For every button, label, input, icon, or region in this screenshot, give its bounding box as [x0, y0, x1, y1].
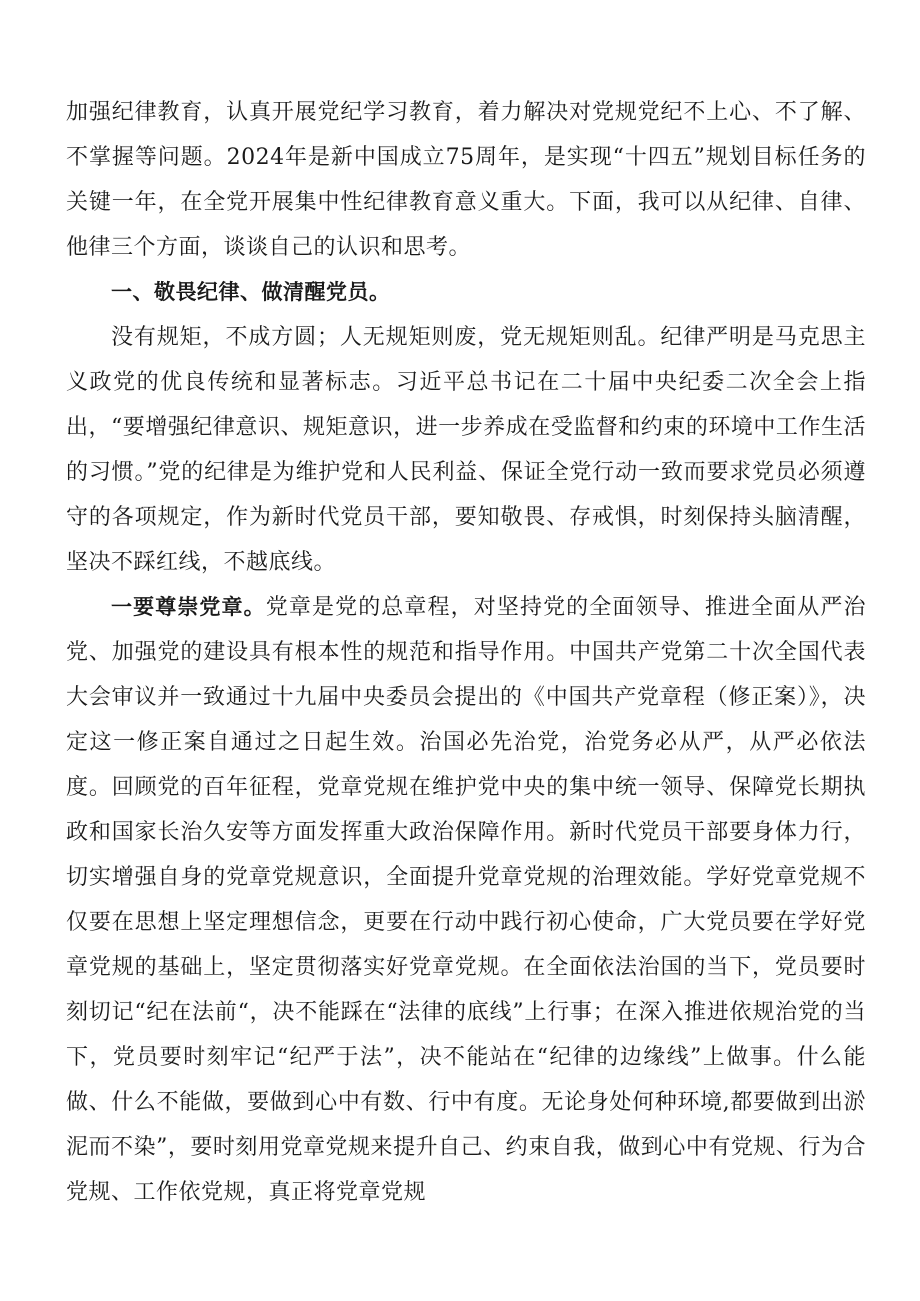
- point-paragraph: [66, 585, 866, 1215]
- section-heading: 一、敬畏纪律、做清醒党员。: [111, 280, 391, 304]
- point-body: 党章是党的总章程，对坚持党的全面领导、推进全面从严治党、加强党的建设具有根本性的规范和指导作用。中国共产党第二十次全国代表大会审议并一致通过十九届中央委员会提出的《中国共产党章程（修正案）》，决定这一修正案自通过之日起生效。治国必先治党，治党务必从严，从严必依法度。回顾党的百年征程，党章党规在维护党中央的集中统一领导、保障党长期执政和国家长治久安等方面发挥重大政治保障作用。新时代党员干部要身体力行，切实增强自身的党章党规意识，全面提升党章党规的治理效能。学好党章党规不仅要在思想上坚定理想信念，更要在行动中践行初心使命，广大党员要在学好党章党规的基础上，坚定贯彻落实好党章党规。在全面依法治国的当下，党员要时刻切记“纪在法前“，决不能踩在“法律的底线”上行事；在深入推进依规治党的当下，党员要时刻牢记“纪严于法”，决不能站在“纪律的边缘线”上做事。什么能做、什么不能做，要做到心中有数、行中有度。无论身处何种环境,都要做到出淤泥而不染”，要时刻用党章党规来提升自己、约束自我，做到心中有党规、行为合党规、工作依党规，真正将党章党规: [66, 595, 866, 1205]
- section-paragraph: 没有规矩，不成方圆；人无规矩则废，党无规矩则乱。纪律严明是马克思主义政党的优良传统和显著标志。习近平总书记在二十届中央纪委二次全会上指出，“要增强纪律意识、规矩意识，进一步养成在受监督和约束的环境中工作生活的习惯。”党的纪律是为维护党和人民利益、保证全党行动一致而要求党员必须遵守的各项规定，作为新时代党员干部，要知敬畏、存戒惧，时刻保持头脑清醒，坚决不踩红线，不越底线。: [66, 325, 866, 575]
- point-lead: 一要尊崇党章。: [111, 595, 266, 619]
- intro-paragraph: 加强纪律教育，认真开展党纪学习教育，着力解决对党规党纪不上心、不了解、不掌握等问题。2024年是新中国成立75周年，是实现“十四五”规划目标任务的关键一年，在全党开展集中性纪律教育意义重大。下面，我可以从纪律、自律、他律三个方面，谈谈自己的认识和思考。: [66, 100, 866, 260]
- document-page: [66, 90, 866, 1215]
